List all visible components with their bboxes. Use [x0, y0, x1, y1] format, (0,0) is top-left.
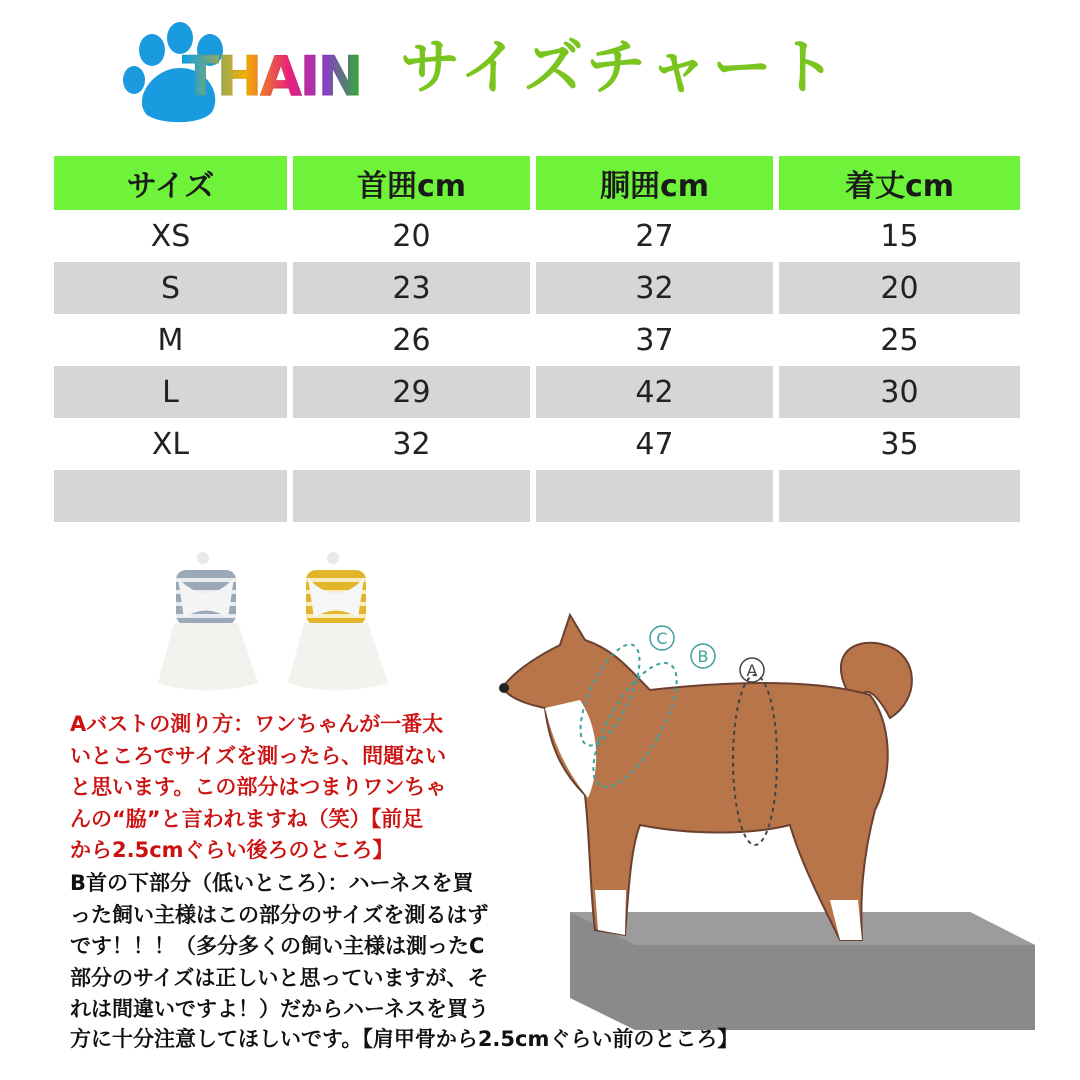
cell-length: 25	[880, 322, 919, 358]
desc-line: Aバストの測り方：ワンちゃんが一番太	[70, 712, 444, 736]
description-b-last-line: 方に十分注意してほしいです。【肩甲骨から2.5cmぐらい前のところ】	[70, 1027, 739, 1051]
label-a: A	[746, 661, 758, 680]
label-c: C	[656, 629, 668, 648]
cell-empty	[293, 470, 530, 522]
desc-line: 部分のサイズは正しいと思っていますが、そ	[70, 965, 489, 990]
cell-chest: 27	[635, 218, 674, 254]
cell-chest: 37	[635, 322, 674, 358]
desc-line: いところでサイズを測ったら、問題ない	[70, 743, 447, 768]
desc-line: です！！！（多分多くの飼い主様は測ったC	[70, 934, 485, 958]
cell-empty	[536, 470, 773, 522]
cell-neck: 26	[392, 322, 431, 358]
cell-chest: 42	[536, 366, 773, 418]
table-row	[54, 314, 1020, 366]
table-row	[54, 262, 1020, 314]
cell-length: 35	[880, 426, 919, 462]
dog-body	[502, 615, 888, 940]
yellow-striped-dress-image	[278, 548, 428, 698]
table-row	[54, 418, 1020, 470]
header-neck: 首囲cm	[293, 156, 530, 210]
desc-line: れは間違いですよ！）だからハーネスを買う	[70, 997, 489, 1021]
table-row	[54, 210, 1020, 262]
cell-size: L	[54, 366, 287, 418]
desc-line: った飼い主様はこの部分のサイズを測るはず	[70, 902, 489, 927]
cell-empty	[54, 470, 287, 522]
desc-line: と思います。この部分はつまりワンちゃ	[70, 775, 447, 799]
blue-striped-dress-image	[148, 548, 298, 698]
cell-chest: 47	[635, 426, 674, 462]
header-chest: 胴囲cm	[536, 156, 773, 210]
cell-chest: 32	[536, 262, 773, 314]
cell-neck: 32	[392, 426, 431, 462]
cell-length: 30	[779, 366, 1020, 418]
cell-neck: 29	[293, 366, 530, 418]
cell-length: 15	[880, 218, 919, 254]
description-b	[70, 868, 550, 1026]
cell-length: 20	[779, 262, 1020, 314]
page-title: サイズチャート	[400, 33, 841, 103]
cell-size: M	[157, 322, 184, 358]
desc-line: B首の下部分（低いところ）：ハーネスを買	[70, 871, 474, 895]
cell-neck: 20	[392, 218, 431, 254]
table-row	[54, 366, 1020, 418]
cell-size: XL	[151, 426, 190, 462]
table-row-empty	[54, 470, 1020, 522]
label-b: B	[697, 647, 709, 666]
cell-size: S	[54, 262, 287, 314]
cell-size: XS	[150, 218, 191, 254]
logo-text: THAIN	[182, 45, 362, 108]
table-header	[54, 156, 1020, 210]
header-length: 着丈cm	[779, 156, 1020, 210]
cell-neck: 23	[293, 262, 530, 314]
brand-logo	[122, 20, 362, 130]
header-size: サイズ	[54, 156, 287, 210]
desc-line: んの“脇”と言われますね（笑）【前足	[70, 806, 424, 831]
size-table	[54, 156, 1020, 522]
desc-line: から2.5cmぐらい後ろのところ】	[70, 838, 394, 862]
cell-empty	[779, 470, 1020, 522]
dog-measurement-diagram	[490, 600, 1050, 1080]
description-a	[70, 709, 540, 867]
